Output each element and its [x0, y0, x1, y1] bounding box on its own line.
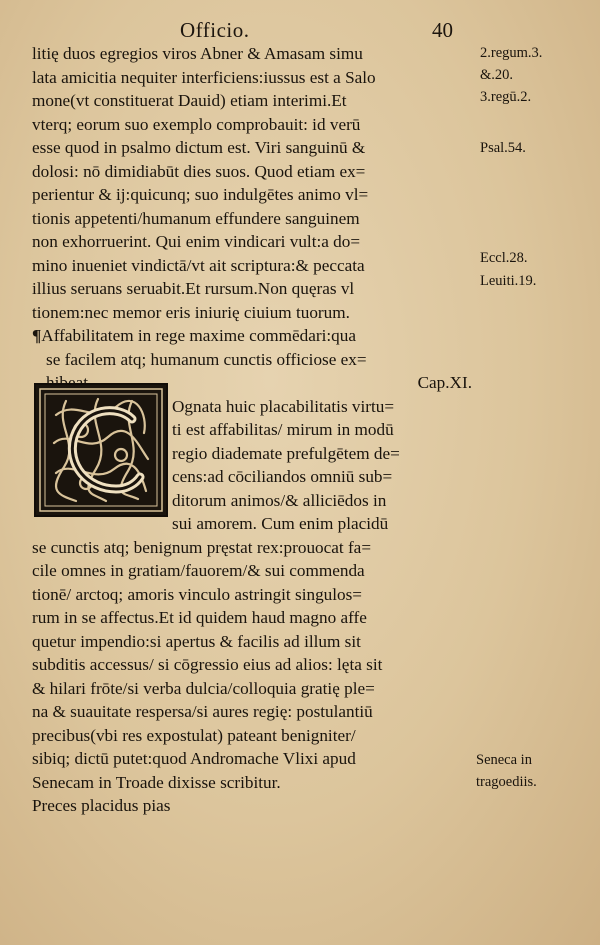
text-line: non exhorruerint. Qui enim vindicari vult:a do=: [32, 232, 361, 251]
margin-note-regum-3: 2.regum.3.: [480, 45, 543, 61]
text-line: Preces placidus pias: [32, 796, 171, 815]
text-line: esse quod in psalmo dictum est. Viri sanguinū &: [32, 138, 366, 157]
initial-ornament-icon: [36, 385, 166, 515]
chapter-heading-text: Affabilitatem in rege maxime commēdari:qua: [41, 326, 356, 345]
decorated-initial-c: [34, 383, 168, 517]
text-line: precibus(vbi res expostulat) pateant benigniter/: [32, 725, 356, 745]
text-line: & hilari frōte/si verba dulcia/colloquia gratię ple=: [32, 678, 375, 698]
text-line: perientur & ij:quicunq; suo indulgētes animo vl=: [32, 185, 369, 204]
text-line: rum in se affectus.Et id quidem haud magno affe: [32, 608, 367, 627]
text-line: tionis appetenti/humanum effundere sanguinem: [32, 208, 360, 228]
text-line: se cunctis atq; benignum pręstat rex:prouocat fa=: [32, 537, 372, 557]
margin-note-leuiti-19: Leuiti.19.: [480, 273, 537, 289]
text-line: subditis accessus/ si cōgressio eius ad alios: lęta sit: [32, 655, 383, 674]
text-line: cile omnes in gratiam/fauorem/& sui commenda: [32, 561, 365, 580]
text-line: lata amicitia nequiter interficiens:iussus est a Salo: [32, 67, 376, 87]
margin-note-psal-54: Psal.54.: [480, 140, 526, 156]
text-line: cens:ad cōciliandos omniū sub=: [172, 467, 393, 486]
running-title: Officio.: [180, 18, 250, 42]
text-line: ti est affabilitas/ mirum in modū: [172, 420, 394, 439]
text-line: vterq; eorum suo exemplo comprobauit: id verū: [32, 114, 361, 134]
text-line: dolosi: nō dimidiabūt dies suos. Quod etiam ex=: [32, 161, 366, 181]
margin-note-regum-20: &.20.: [480, 67, 514, 83]
pilcrow-mark: ¶: [32, 326, 42, 345]
text-line: illius seruans seruabit.Et rursum.Non quęras vl: [32, 279, 355, 298]
chapter-number: Cap.XI.: [417, 373, 472, 392]
text-line: sibiq; dictū putet:quod Andromache Vlixi apud: [32, 749, 356, 768]
text-line: regio diademate prefulgētem de=: [172, 443, 400, 463]
text-line: ditorum animos/& alliciēdos in: [172, 490, 387, 510]
margin-note-tragoediis: tragoediis.: [476, 774, 537, 790]
chapter-heading-line-1: [32, 324, 472, 348]
page-header: [0, 18, 600, 44]
text-line: tionē/ arctoq; amoris vinculo astringit singulos=: [32, 584, 363, 604]
text-line: mino inueniet vindictā/vt ait scriptura:& peccata: [32, 255, 365, 275]
margin-note-regum-2: 3.regū.2.: [480, 89, 532, 105]
text-line: sui amorem. Cum enim placidū: [172, 514, 389, 533]
text-line: mone(vt constituerat Dauid) etiam interimi.Et: [32, 91, 347, 110]
chapter-heading-line-2: se facilem atq; humanum cunctis officiose ex=: [46, 349, 367, 369]
text-line: Ognata huic placabilitatis virtu=: [172, 396, 395, 416]
text-line: na & suauitate respersa/si aures regię: postulantiū: [32, 702, 373, 721]
text-line: quetur impendio:si apertus & facilis ad illum sit: [32, 631, 361, 651]
text-line: Senecam in Troade dixisse scribitur.: [32, 772, 281, 792]
text-line: tionem:nec memor eris iniurię ciuium tuorum.: [32, 302, 350, 322]
margin-note-eccl-28: Eccl.28.: [480, 250, 528, 266]
text-line: litię duos egregios viros Abner & Amasam simu: [32, 44, 363, 63]
margin-note-seneca: Seneca in: [476, 752, 532, 768]
folio-number: 40: [432, 18, 453, 42]
